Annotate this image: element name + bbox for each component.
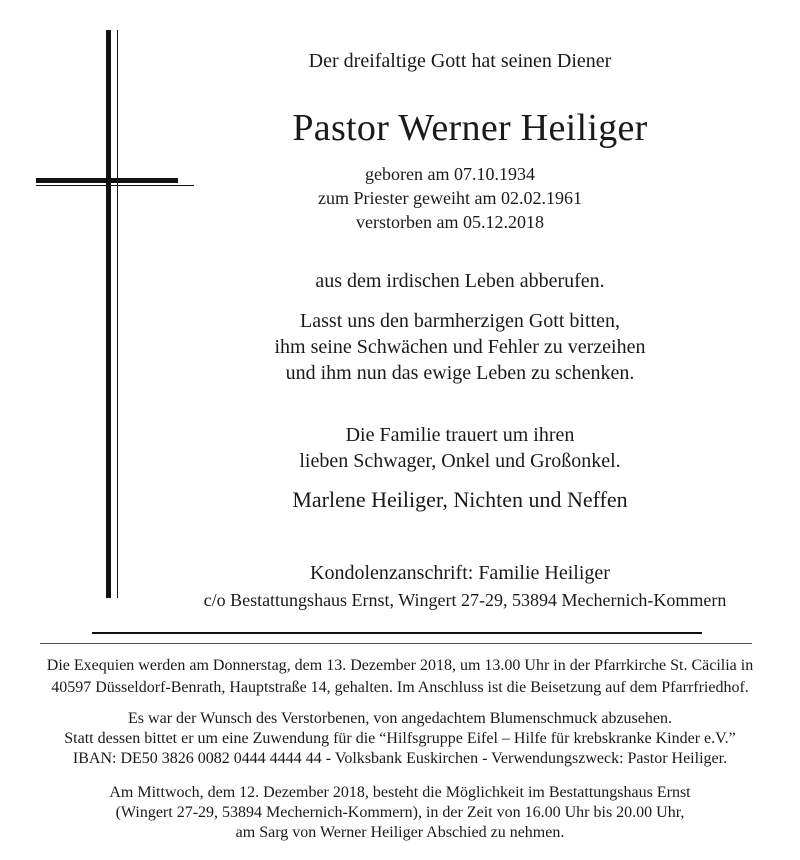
intro-text: Der dreifaltige Gott hat seinen Diener <box>308 50 612 72</box>
exequien-line: 40597 Düsseldorf-Benrath, Hauptstraße 14, gehalten. Im Anschluss ist die Beisetzung auf dem Pfarrfriedhof. <box>51 679 749 696</box>
cross-vertical-line <box>117 30 118 598</box>
life-dates <box>260 162 640 234</box>
condolence-title: Kondolenzanschrift: Familie Heiliger <box>310 562 610 584</box>
divider-thin <box>40 643 752 644</box>
donation-line: Es war der Wunsch des Verstorbenen, von angedachtem Blumenschmuck abzusehen. <box>128 710 672 727</box>
prayer-text <box>220 308 700 386</box>
viewing-line: Am Mittwoch, dem 12. Dezember 2018, besteht die Möglichkeit im Bestattungshaus Ernst <box>109 784 691 801</box>
called-away-text: aus dem irdischen Leben abberufen. <box>315 270 605 292</box>
viewing-line: (Wingert 27-29, 53894 Mechernich-Kommern), in der Zeit von 16.00 Uhr bis 20.00 Uhr, <box>115 804 685 821</box>
donation-line: IBAN: DE50 3826 0082 0444 4444 44 - Volksbank Euskirchen - Verwendungszweck: Pastor Heiliger. <box>72 750 728 767</box>
family-grief-text <box>220 422 700 474</box>
mourners-names: Marlene Heiliger, Nichten und Neffen <box>292 487 628 512</box>
donation-wish <box>20 709 780 769</box>
viewing-line: am Sarg von Werner Heiliger Abschied zu nehmen. <box>235 824 565 841</box>
exequien-info <box>20 655 780 699</box>
prayer-line: ihm seine Schwächen und Fehler zu verzeihen <box>274 336 646 358</box>
divider-thick <box>92 632 702 634</box>
viewing-info <box>20 783 780 843</box>
cross-vertical-bar <box>106 30 111 598</box>
prayer-line: und ihm nun das ewige Leben zu schenken. <box>285 362 635 384</box>
exequien-line: Die Exequien werden am Donnerstag, dem 13. Dezember 2018, um 13.00 Uhr in der Pfarrkirche St. Cäcilia in <box>46 657 754 674</box>
donation-line: Statt dessen bittet er um eine Zuwendung für die “Hilfsgruppe Eifel – Hilfe für krebskranke Kinder e.V.” <box>64 730 736 747</box>
prayer-line: Lasst uns den barmherzigen Gott bitten, <box>300 310 620 332</box>
birth-date: geboren am 07.10.1934 <box>365 164 535 184</box>
family-grief-line: Die Familie trauert um ihren <box>345 424 575 446</box>
family-grief-line: lieben Schwager, Onkel und Großonkel. <box>299 450 621 472</box>
death-date: verstorben am 05.12.2018 <box>356 212 544 232</box>
ordination-date: zum Priester geweiht am 02.02.1961 <box>318 188 582 208</box>
deceased-name: Pastor Werner Heiliger <box>292 107 648 149</box>
cross-horizontal-bar <box>36 178 178 183</box>
condolence-address: c/o Bestattungshaus Ernst, Wingert 27-29, 53894 Mechernich-Kommern <box>203 590 727 610</box>
cross-horizontal-line <box>36 185 194 186</box>
